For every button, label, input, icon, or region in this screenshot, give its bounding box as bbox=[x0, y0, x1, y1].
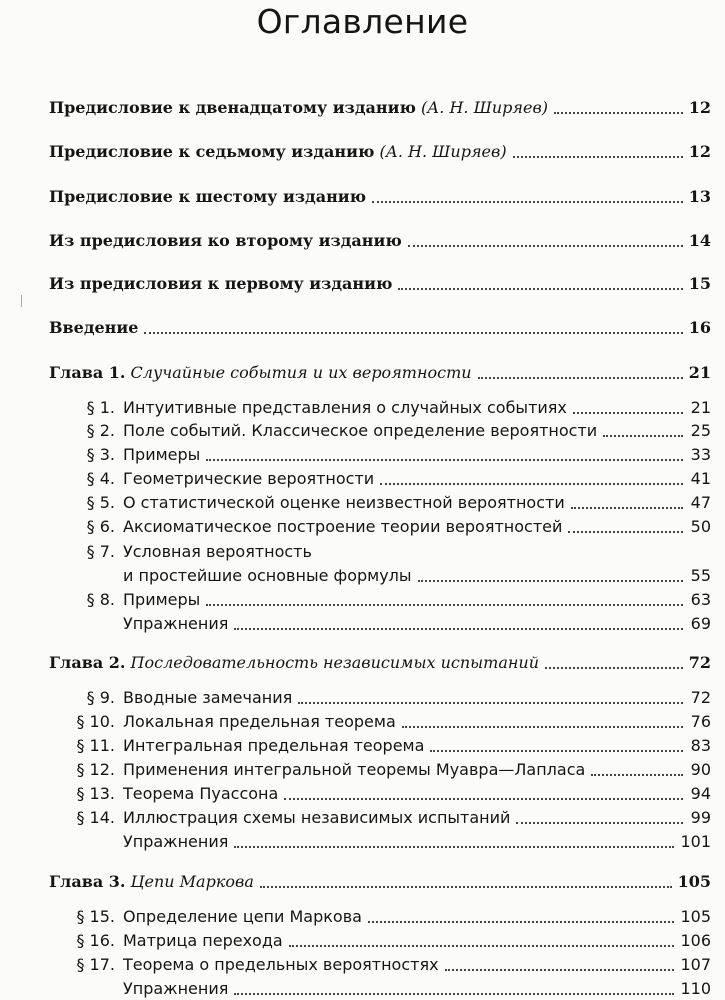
leader-dots bbox=[284, 798, 683, 800]
toc-section-continuation[interactable] bbox=[49, 566, 711, 585]
toc-chapter-3[interactable] bbox=[49, 872, 711, 891]
toc-section[interactable] bbox=[49, 398, 711, 417]
section-page: 25 bbox=[690, 421, 711, 440]
page-title: Оглавление bbox=[256, 2, 469, 41]
toc-entry-label: Предисловие к седьмому изданию bbox=[49, 142, 375, 161]
leader-dots bbox=[430, 750, 683, 752]
toc-entry-label: Предисловие к шестому изданию bbox=[49, 187, 367, 206]
toc-section[interactable] bbox=[49, 808, 711, 827]
toc-entry-preface-2[interactable] bbox=[49, 231, 711, 250]
section-page: 41 bbox=[690, 469, 711, 488]
toc-section[interactable] bbox=[49, 931, 711, 950]
leader-dots bbox=[478, 377, 683, 379]
leader-dots bbox=[568, 531, 683, 533]
leader-dots bbox=[206, 459, 683, 461]
section-number: § 13. bbox=[76, 784, 115, 803]
toc-section[interactable] bbox=[49, 784, 711, 803]
section-page: 106 bbox=[680, 931, 711, 950]
section-title: Теорема Пуассона bbox=[123, 784, 279, 803]
section-title: О статистической оценке неизвестной вероятности bbox=[123, 493, 565, 512]
section-number: § 5. bbox=[86, 493, 115, 512]
leader-dots bbox=[298, 702, 683, 704]
leader-dots bbox=[408, 245, 683, 247]
toc-entry-page: 13 bbox=[688, 187, 711, 206]
section-title: Иллюстрация схемы независимых испытаний bbox=[123, 808, 511, 827]
toc-entry-introduction[interactable] bbox=[49, 318, 711, 337]
section-title: Аксиоматическое построение теории вероятностей bbox=[123, 517, 563, 536]
toc-entry-page: 12 bbox=[688, 142, 711, 161]
section-page: 105 bbox=[680, 907, 711, 926]
section-page: 47 bbox=[690, 493, 711, 512]
section-page: 72 bbox=[690, 688, 711, 707]
toc-entry-label: Предисловие к двенадцатому изданию bbox=[49, 98, 416, 117]
chapter-label: Глава 1. bbox=[49, 363, 126, 382]
toc-section[interactable] bbox=[49, 493, 711, 512]
section-number: § 8. bbox=[86, 590, 115, 609]
section-title-line2: и простейшие основные формулы bbox=[123, 566, 412, 585]
section-page: 110 bbox=[680, 979, 711, 998]
toc-exercises[interactable] bbox=[49, 614, 711, 633]
toc-entry-preface-1[interactable] bbox=[49, 274, 711, 293]
toc-entry-label: Из предисловия ко второму изданию bbox=[49, 231, 402, 250]
leader-dots bbox=[402, 726, 683, 728]
section-number: § 17. bbox=[76, 955, 115, 974]
leader-dots bbox=[368, 921, 675, 923]
section-title: Упражнения bbox=[123, 832, 229, 851]
section-title: Интуитивные представления о случайных событиях bbox=[123, 398, 567, 417]
section-page: 99 bbox=[690, 808, 711, 827]
section-page: 83 bbox=[690, 736, 711, 755]
toc-section[interactable] bbox=[49, 955, 711, 974]
section-number: § 14. bbox=[76, 808, 115, 827]
section-page: 63 bbox=[690, 590, 711, 609]
leader-dots bbox=[234, 846, 674, 848]
toc-entry-page: 12 bbox=[688, 98, 711, 117]
chapter-label: Глава 2. bbox=[49, 653, 126, 672]
section-title: Применения интегральной теоремы Муавра—Лапласа bbox=[123, 760, 586, 779]
toc-entry-page: 15 bbox=[688, 274, 711, 293]
leader-dots bbox=[571, 507, 683, 509]
toc-section[interactable] bbox=[49, 736, 711, 755]
section-page: 55 bbox=[690, 566, 711, 585]
toc-section[interactable] bbox=[49, 688, 711, 707]
toc-chapter-2[interactable] bbox=[49, 653, 711, 672]
chapter-page: 72 bbox=[688, 653, 711, 672]
toc-section[interactable] bbox=[49, 590, 711, 609]
chapter-page: 105 bbox=[677, 872, 711, 891]
toc-entry-preface-6[interactable] bbox=[49, 187, 711, 206]
leader-dots bbox=[260, 886, 672, 888]
leader-dots bbox=[545, 667, 683, 669]
toc-section[interactable] bbox=[49, 760, 711, 779]
section-page: 76 bbox=[690, 712, 711, 731]
section-page: 90 bbox=[690, 760, 711, 779]
toc-entry-label: Из предисловия к первому изданию bbox=[49, 274, 393, 293]
toc-section[interactable] bbox=[49, 907, 711, 926]
section-title: Примеры bbox=[123, 445, 201, 464]
toc-chapter-1[interactable] bbox=[49, 363, 711, 382]
section-title: Теорема о предельных вероятностях bbox=[123, 955, 439, 974]
section-page: 94 bbox=[690, 784, 711, 803]
leader-dots bbox=[513, 156, 683, 158]
section-title: Вводные замечания bbox=[123, 688, 293, 707]
margin-mark bbox=[21, 295, 22, 307]
section-title: Упражнения bbox=[123, 979, 229, 998]
section-number: § 11. bbox=[76, 736, 115, 755]
chapter-title: Цепи Маркова bbox=[130, 872, 254, 891]
toc-section[interactable] bbox=[49, 421, 711, 440]
section-number: § 12. bbox=[76, 760, 115, 779]
leader-dots bbox=[418, 580, 683, 582]
leader-dots bbox=[603, 435, 683, 437]
section-number: § 1. bbox=[86, 398, 115, 417]
section-page: 21 bbox=[690, 398, 711, 417]
section-page: 50 bbox=[690, 517, 711, 536]
chapter-title: Случайные события и их вероятности bbox=[130, 363, 472, 382]
section-number: § 10. bbox=[76, 712, 115, 731]
leader-dots bbox=[372, 201, 683, 203]
leader-dots bbox=[144, 332, 682, 334]
section-title: Поле событий. Классическое определение вероятности bbox=[123, 421, 598, 440]
toc-section[interactable] bbox=[49, 712, 711, 731]
section-title: Примеры bbox=[123, 590, 201, 609]
toc-entry-preface-7[interactable] bbox=[49, 142, 711, 161]
chapter-label: Глава 3. bbox=[49, 872, 126, 891]
section-title: Геометрические вероятности bbox=[123, 469, 375, 488]
leader-dots bbox=[445, 969, 675, 971]
toc-section[interactable] bbox=[49, 445, 711, 464]
section-page: 69 bbox=[690, 614, 711, 633]
leader-dots bbox=[234, 993, 674, 995]
chapter-page: 21 bbox=[688, 363, 711, 382]
toc-exercises[interactable] bbox=[49, 979, 711, 998]
section-title: Упражнения bbox=[123, 614, 229, 633]
toc-entry-page: 16 bbox=[688, 318, 711, 337]
section-number: § 15. bbox=[76, 907, 115, 926]
section-title: Матрица перехода bbox=[123, 931, 283, 950]
section-number: § 3. bbox=[86, 445, 115, 464]
toc-section[interactable] bbox=[49, 542, 711, 561]
section-page: 107 bbox=[680, 955, 711, 974]
section-number: § 4. bbox=[86, 469, 115, 488]
toc-entry-author: (А. Н. Ширяев) bbox=[420, 98, 549, 117]
section-title: Интегральная предельная теорема bbox=[123, 736, 425, 755]
section-title: Локальная предельная теорема bbox=[123, 712, 396, 731]
toc-entry-label: Введение bbox=[49, 318, 139, 337]
leader-dots bbox=[398, 288, 682, 290]
leader-dots bbox=[380, 483, 683, 485]
toc-section[interactable] bbox=[49, 517, 711, 536]
section-number: § 2. bbox=[86, 421, 115, 440]
leader-dots bbox=[234, 628, 683, 630]
chapter-title: Последовательность независимых испытаний bbox=[130, 653, 540, 672]
section-number: § 16. bbox=[76, 931, 115, 950]
toc-exercises[interactable] bbox=[49, 832, 711, 851]
toc-entry-preface-12[interactable] bbox=[49, 98, 711, 117]
toc-entry-author: (А. Н. Ширяев) bbox=[379, 142, 507, 161]
section-title: Определение цепи Маркова bbox=[123, 907, 362, 926]
section-number: § 9. bbox=[86, 688, 115, 707]
leader-dots bbox=[289, 945, 675, 947]
section-number: § 6. bbox=[86, 517, 115, 536]
section-number: § 7. bbox=[86, 542, 115, 561]
leader-dots bbox=[591, 774, 683, 776]
toc-entry-page: 14 bbox=[688, 231, 711, 250]
leader-dots bbox=[554, 112, 683, 114]
section-page: 33 bbox=[690, 445, 711, 464]
section-title: Условная вероятность bbox=[123, 542, 312, 561]
leader-dots bbox=[206, 604, 683, 606]
section-page: 101 bbox=[680, 832, 711, 851]
leader-dots bbox=[516, 822, 683, 824]
toc-section[interactable] bbox=[49, 469, 711, 488]
leader-dots bbox=[573, 412, 683, 414]
